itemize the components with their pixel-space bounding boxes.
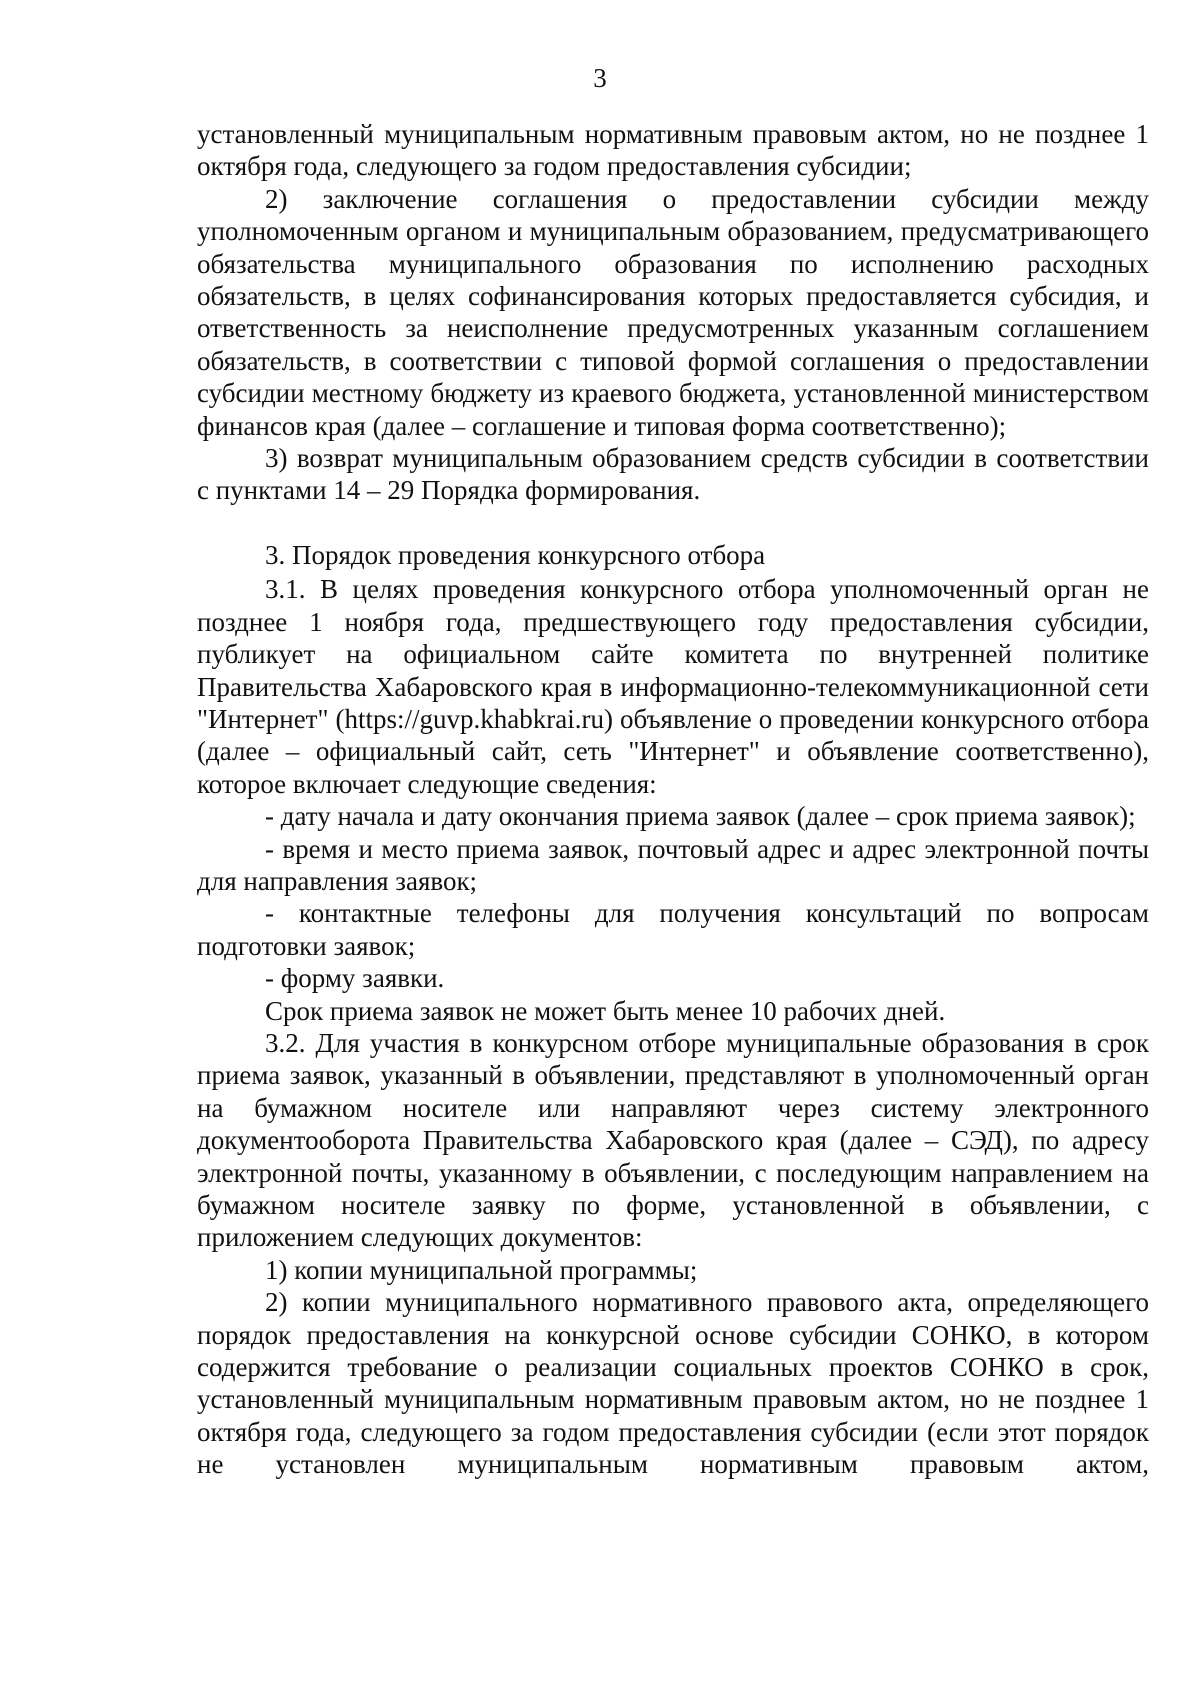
paragraph-deadline: Срок приема заявок не может быть менее 10 рабочих дней. bbox=[265, 995, 946, 1026]
list-item-1: 1) копии муниципальной программы; bbox=[265, 1254, 698, 1285]
bullet-item: - время и место приема заявок, почтовый адрес и адрес электронной почты для направления заявок; bbox=[197, 833, 1149, 896]
paragraph-3-2: 3.2. Для участия в конкурсном отборе муниципальные образования в срок приема заявок, указанный в объявлении, представляют в уполномоченный орган на бумажном носителе или направляют через систему электронного документооборота Правительства Хабаровского края (далее – СЭД), по адресу электронной почты, указанному в объявлении, с последующим направлением на бумажном носителе заявку по форме, установленной в объявлении, с приложением следующих документов: bbox=[197, 1027, 1149, 1253]
bullet-item: - контактные телефоны для получения консультаций по вопросам подготовки заявок; bbox=[197, 898, 1149, 961]
bullet-item: - дату начала и дату окончания приема заявок (далее – срок приема заявок); bbox=[265, 801, 1136, 832]
page-number: 3 bbox=[593, 63, 607, 93]
section-heading: 3. Порядок проведения конкурсного отбора bbox=[265, 539, 766, 570]
bullet-item: - форму заявки. bbox=[265, 963, 445, 994]
document-body bbox=[197, 118, 1149, 1481]
paragraph-item-3: 3) возврат муниципальным образованием средств субсидии в соответствии с пунктами 14 – 29 Порядка формирования. bbox=[197, 443, 1149, 506]
paragraph-item-2: 2) заключение соглашения о предоставлении субсидии между уполномоченным органом и муниципальным образованием, предусматривающего обязательства муниципального образования по исполнению расходных обязательств, в целях софинансирования которых предоставляется субсидия, и ответственность за неисполнение предусмотренных указанным соглашением обязательств, в соответствии с типовой формой соглашения о предоставлении субсидии местному бюджету из краевого бюджета, установленной министерством финансов края (далее – соглашение и типовая форма соответственно); bbox=[197, 183, 1149, 441]
paragraph-3-1: 3.1. В целях проведения конкурсного отбора уполномоченный орган не позднее 1 ноября года, предшествующего году предоставления субсидии, публикует на официальном сайте комитета по внутренней политике Правительства Хабаровского края в информационно-телекоммуникационной сети "Интернет" (https://guvp.khabkrai.ru) объявление о проведении конкурсного отбора (далее – официальный сайт, сеть "Интернет" и объявление соответственно), которое включает следующие сведения: bbox=[197, 574, 1149, 799]
paragraph-continuation: установленный муниципальным нормативным правовым актом, но не позднее 1 октября года, следующего за годом предоставления субсидии; bbox=[197, 119, 1149, 182]
list-item-2: 2) копии муниципального нормативного правового акта, определяющего порядок предоставления на конкурсной основе субсидии СОНКО, в котором содержится требование о реализации социальных проектов СОНКО в срок, установленный муниципальным нормативным правовым актом, но не позднее 1 октября года, следующего за годом предоставления субсидии (если этот порядок не установлен муниципальным нормативным правовым актом, bbox=[197, 1287, 1149, 1480]
